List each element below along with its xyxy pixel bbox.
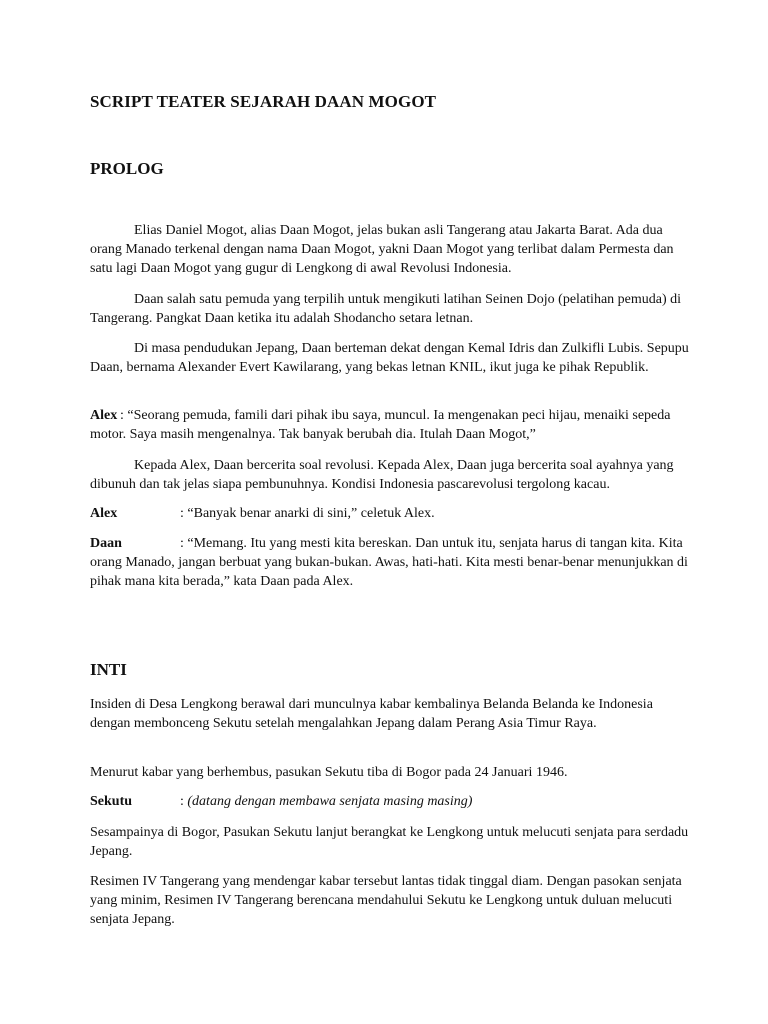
dialogue-alex-1 xyxy=(90,406,690,444)
prolog-paragraph-3: Di masa pendudukan Jepang, Daan berteman dekat dengan Kemal Idris dan Zulkifli Lubis. Sepupu Daan, bernama Alexander Evert Kawilarang, yang bekas letnan KNIL, ikut juga ke pihak Republik. xyxy=(90,341,689,375)
section-heading-inti: INTI xyxy=(90,660,127,679)
prolog-paragraph-5: Kepada Alex, Daan bercerita soal revolusi. Kepada Alex, Daan juga bercerita soal ayahnya yang dibunuh dan tak jelas siapa pembunuhnya. Kondisi Indonesia pascarevolusi tergolong kacau. xyxy=(90,458,674,492)
dialogue-text: : “Banyak benar anarki di sini,” celetuk Alex. xyxy=(180,506,435,521)
speaker-label-alex: Alex xyxy=(90,506,118,521)
speaker-label-daan: Daan xyxy=(90,536,122,551)
inti-paragraph-2: Menurut kabar yang berhembus, pasukan Sekutu tiba di Bogor pada 24 Januari 1946. xyxy=(90,765,568,780)
inti-paragraph-5: Resimen IV Tangerang yang mendengar kabar tersebut lantas tidak tinggal diam. Dengan pasokan senjata yang minim, Resimen IV Tangerang berencana mendahului Sekutu ke Lengkong untuk duluan melucuti senjata Jepang. xyxy=(90,874,682,927)
dialogue-text: : “Memang. Itu yang mesti kita bereskan. Dan untuk itu, senjata harus di tangan kita. Kita orang Manado, jangan berbuat yang bukan-bukan. Awas, hati-hati. Kita mesti benar-benar menunjukkan di pihak mana kita berada,” kata Daan pada Alex. xyxy=(90,536,688,589)
inti-paragraph-4: Sesampainya di Bogor, Pasukan Sekutu lanjut berangkat ke Lengkong untuk melucuti senjata para serdadu Jepang. xyxy=(90,825,689,859)
section-heading-prolog: PROLOG xyxy=(90,159,164,178)
dialogue-daan xyxy=(90,534,690,591)
dialogue-colon: : xyxy=(180,794,188,809)
document-title: SCRIPT TEATER SEJARAH DAAN MOGOT xyxy=(90,92,437,111)
dialogue-sekutu xyxy=(90,792,690,811)
prolog-paragraph-2: Daan salah satu pemuda yang terpilih untuk mengikuti latihan Seinen Dojo (pelatihan pemuda) di Tangerang. Pangkat Daan ketika itu adalah Shodancho setara letnan. xyxy=(90,292,682,326)
stage-direction: (datang dengan membawa senjata masing masing) xyxy=(187,794,473,809)
prolog-paragraph-1: Elias Daniel Mogot, alias Daan Mogot, jelas bukan asli Tangerang atau Jakarta Barat. Ada dua orang Manado terkenal dengan nama Daan Mogot, yakni Daan Mogot yang terlibat dalam Permesta dan satu lagi Daan Mogot yang gugur di Lengkong di awal Revolusi Indonesia. xyxy=(90,223,674,276)
dialogue-alex-2 xyxy=(90,504,690,523)
inti-paragraph-1: Insiden di Desa Lengkong berawal dari munculnya kabar kembalinya Belanda Belanda ke Indonesia dengan membonceng Sekutu setelah mengalahkan Jepang dalam Perang Asia Timur Raya. xyxy=(90,697,653,731)
dialogue-text: : “Seorang pemuda, famili dari pihak ibu saya, muncul. Ia mengenakan peci hijau, menaiki sepeda motor. Saya masih mengenalnya. Tak banyak berubah dia. Itulah Daan Mogot,” xyxy=(90,408,671,442)
speaker-label-alex: Alex xyxy=(90,408,118,423)
speaker-label-sekutu: Sekutu xyxy=(90,794,133,809)
